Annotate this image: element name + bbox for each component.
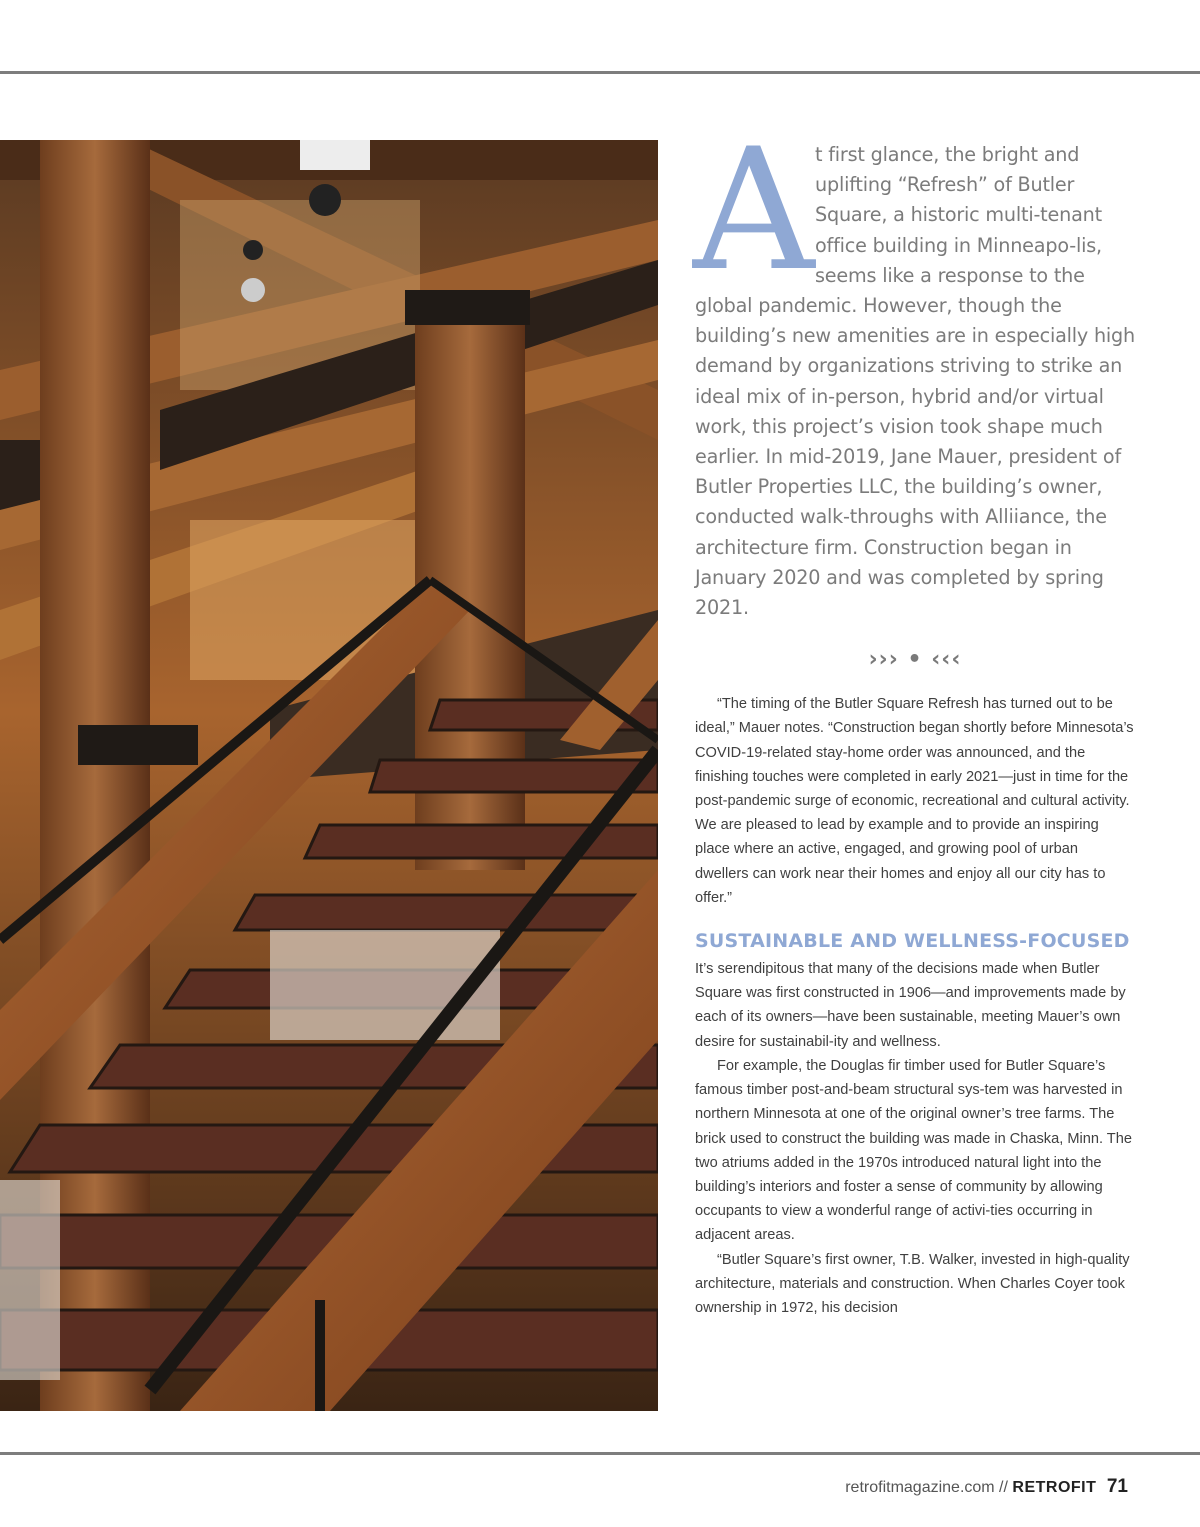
body-paragraph: “Butler Square’s first owner, T.B. Walker, invested in high-quality architecture, materials and construction. When Charles Coyer took ownership in 1972, his decision (695, 1251, 1130, 1316)
page-footer (845, 1476, 1128, 1498)
atrium-staircase-photo (0, 140, 658, 1411)
top-rule (0, 71, 1200, 74)
page-number: 71 (1106, 1476, 1128, 1497)
drop-cap: A (693, 112, 815, 308)
lead-paragraph (693, 112, 1135, 623)
footer-site: retrofitmagazine.com // (845, 1479, 1008, 1496)
footer-brand: RETROFIT (1012, 1479, 1097, 1496)
body-paragraph: It’s serendipitous that many of the decisions made when Butler Square was first constructed in 1906—and improvements made by each of its owners—have been sustainable, meeting Mauer’s own desire for sustainabil-ity and wellness. (695, 961, 1126, 1050)
section-ornament: ››› • ‹‹‹ (868, 647, 962, 673)
article-column (693, 112, 1135, 1320)
article-body (695, 692, 1135, 1320)
body-paragraph: For example, the Douglas fir timber used for Butler Square’s famous timber post-and-beam structural sys-tem was harvested in northern Minnesota at one of the original owner’s tree farms. The brick used to construct the building was made in Chaska, Minn. The two atriums added in the 1970s introduced natural light into the building’s interiors and foster a sense of community by allowing occupants to view a wonderful range of activi-ties occurring in adjacent areas. (695, 1057, 1132, 1244)
quote-paragraph: “The timing of the Butler Square Refresh has turned out to be ideal,” Mauer notes. “Construction began shortly before Minnesota’s COVID-19-related stay-home order was announced, and the finishing touches were completed in early 2021—just in time for the post-pandemic surge of economic, recreational and cultural activity. We are pleased to lead by example and to provide an inspiring place where an active, engaged, and growing pool of urban dwellers can work near their homes and enjoy all our city has to offer.” (695, 696, 1134, 906)
lead-text: t first glance, the bright and uplifting “Refresh” of Butler Square, a historic multi-tenant office building in Minneapo-lis, seems like a response to the global pandemic. However, though the building’s new amenities are in especially high demand by organizations striving to strike an ideal mix of in-person, hybrid and/or virtual work, this project’s vision took shape much earlier. In mid-2019, Jane Mauer, president of Butler Properties LLC, the building’s owner, conducted walk-throughs with Alliiance, the architecture firm. Construction began in January 2020 and was completed by spring 2021. (695, 143, 1135, 620)
bottom-rule (0, 1452, 1200, 1455)
section-heading: SUSTAINABLE AND WELLNESS-FOCUSED (695, 930, 1130, 953)
